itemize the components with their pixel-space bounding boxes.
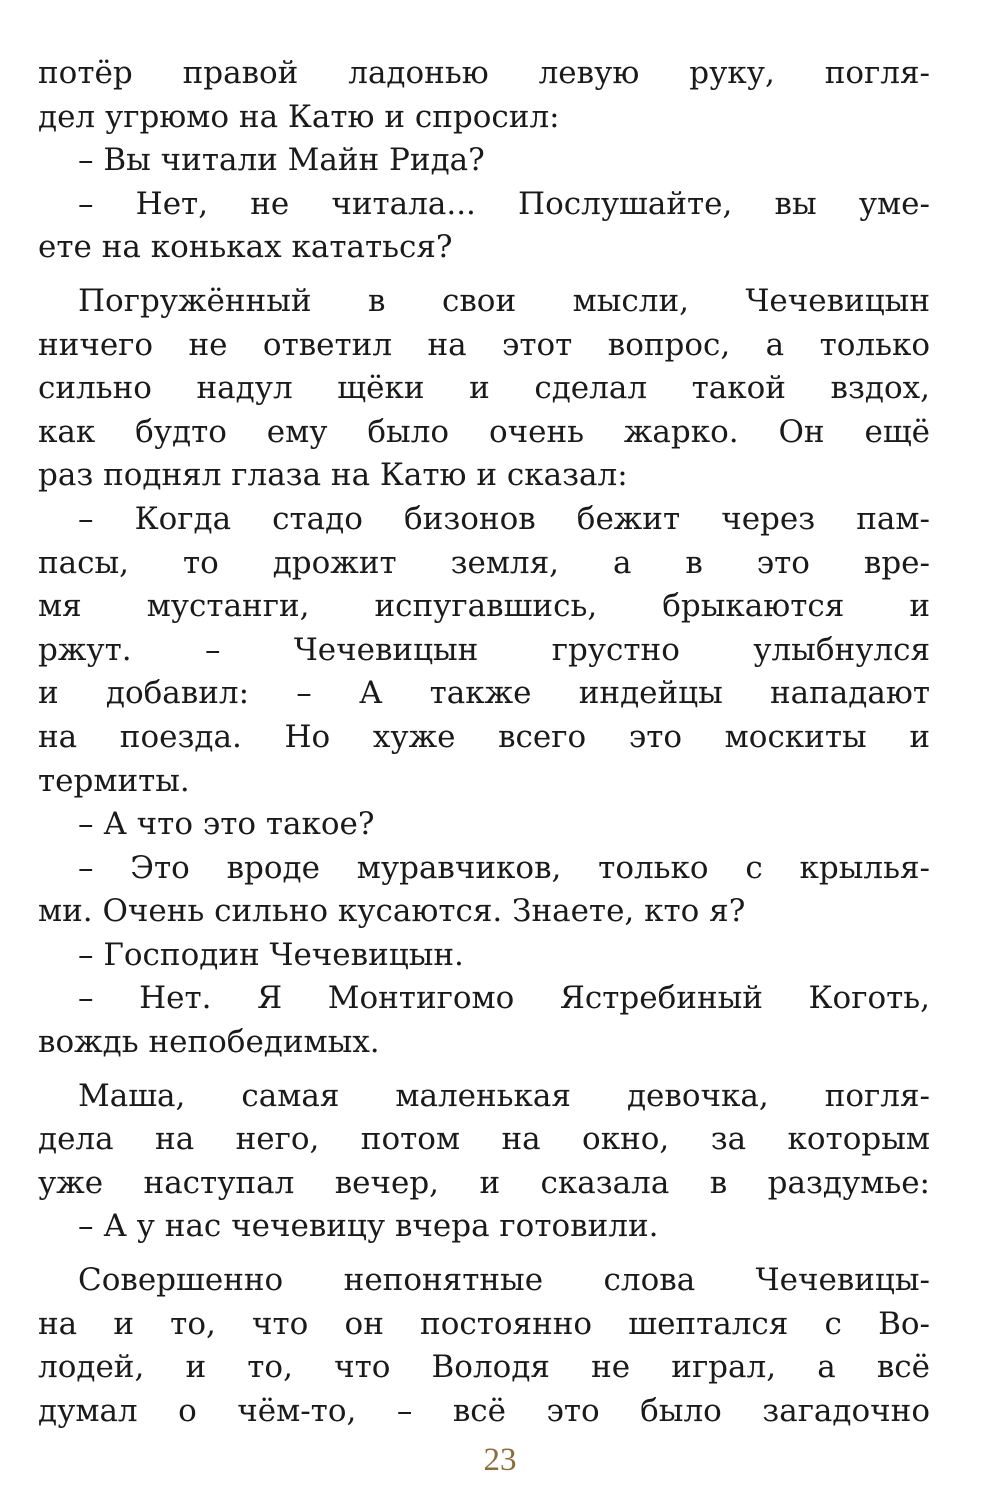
text-line: уже наступал вечер, и сказала в раздумье: (38, 1164, 930, 1201)
dialogue-line: – Господин Чечевицын. (78, 936, 464, 973)
page-number: 23 (483, 1442, 517, 1478)
book-page-text (38, 52, 930, 1433)
text-line: и добавил: – А также индейцы нападают (38, 675, 930, 712)
dialogue-line: – Это вроде муравчиков, только с крылья- (78, 849, 930, 886)
text-line: ете на коньках кататься? (38, 229, 453, 266)
text-line: как будто ему было очень жарко. Он ещё (38, 413, 930, 450)
text-line: ничего не ответил на этот вопрос, а только (38, 326, 930, 363)
text-line: раз поднял глаза на Катю и сказал: (38, 457, 628, 494)
dialogue-line: – А что это такое? (78, 806, 375, 843)
text-line: на и то, что он постоянно шептался с Во- (38, 1305, 930, 1342)
text-line: сильно надул щёки и сделал такой вздох, (38, 370, 930, 407)
text-line: ми. Очень сильно кусаются. Знаете, кто я? (38, 893, 746, 930)
text-line: вождь непобедимых. (38, 1024, 380, 1061)
text-line: термиты. (38, 762, 190, 799)
text-line: думал о чём-то, – всё это было загадочно (38, 1392, 930, 1429)
text-line: на поезда. Но хуже всего это москиты и (38, 718, 930, 755)
paragraph-line: Погружённый в свои мысли, Чечевицын (78, 282, 930, 319)
dialogue-line: – Когда стадо бизонов бежит через пам- (78, 500, 930, 537)
text-line: дела на него, потом на окно, за которым (38, 1121, 930, 1158)
paragraph-line: Маша, самая маленькая девочка, погля- (78, 1077, 930, 1114)
text-line: потёр правой ладонью левую руку, погля- (38, 55, 930, 91)
dialogue-line: – А у нас чечевицу вчера готовили. (78, 1208, 659, 1245)
text-line: лодей, и то, что Володя не играл, а всё (38, 1349, 930, 1386)
text-line: ржут. – Чечевицын грустно улыбнулся (38, 631, 930, 668)
paragraph-line: Совершенно непонятные слова Чечевицы- (78, 1262, 930, 1299)
dialogue-line: – Нет. Я Монтигомо Ястребиный Коготь, (78, 980, 930, 1017)
text-line: мя мустанги, испугавшись, брыкаются и (38, 588, 930, 625)
text-line: дел угрюмо на Катю и спросил: (38, 98, 560, 135)
dialogue-line: – Вы читали Майн Рида? (78, 142, 485, 179)
dialogue-line: – Нет, не читала... Послушайте, вы уме- (78, 185, 930, 222)
text-line: пасы, то дрожит земля, а в это вре- (38, 544, 930, 581)
